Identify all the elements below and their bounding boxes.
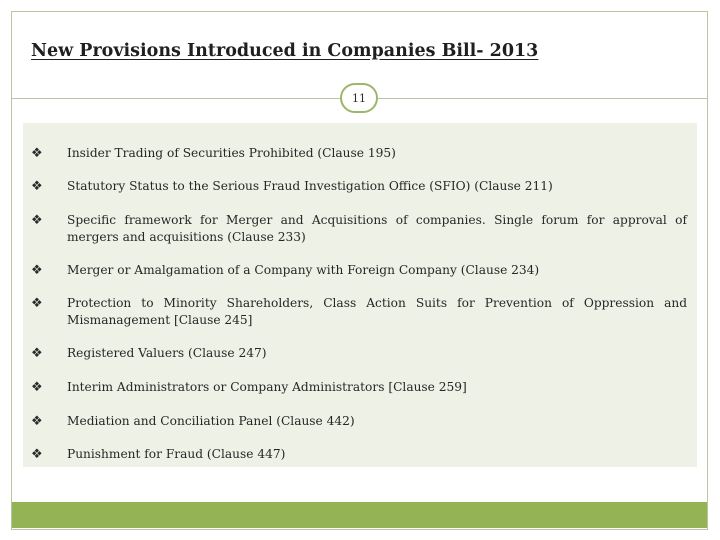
list-item-text: Specific framework for Merger and Acquisitions of companies. Single forum for approval of mergers and acquisitions (Clause 233)	[67, 213, 687, 244]
list-item-text: Registered Valuers (Clause 247)	[67, 346, 267, 360]
diamond-bullet-icon: ❖	[31, 447, 43, 462]
page-number: 11	[352, 91, 366, 105]
list-item-text: Punishment for Fraud (Clause 447)	[67, 447, 286, 461]
diamond-bullet-icon: ❖	[31, 213, 43, 228]
list-item-text: Interim Administrators or Company Administrators [Clause 259]	[67, 380, 467, 394]
list-item-text: Merger or Amalgamation of a Company with Foreign Company (Clause 234)	[67, 263, 540, 277]
footer-bar	[12, 502, 707, 528]
list-item-text: Statutory Status to the Serious Fraud Investigation Office (SFIO) (Clause 211)	[67, 179, 553, 193]
diamond-bullet-icon: ❖	[31, 296, 43, 311]
diamond-bullet-icon: ❖	[31, 263, 43, 278]
diamond-bullet-icon: ❖	[31, 146, 43, 161]
list-item-text: Protection to Minority Shareholders, Class Action Suits for Prevention of Oppression and Mismanagement [Clause 245]	[67, 296, 687, 327]
diamond-bullet-icon: ❖	[31, 346, 43, 361]
list-item-text: Mediation and Conciliation Panel (Clause 442)	[67, 414, 355, 428]
list-item-text: Insider Trading of Securities Prohibited (Clause 195)	[67, 146, 396, 160]
page-number-badge	[340, 83, 378, 113]
diamond-bullet-icon: ❖	[31, 380, 43, 395]
slide-title: New Provisions Introduced in Companies Bill- 2013	[31, 41, 539, 61]
content-panel	[23, 123, 697, 467]
diamond-bullet-icon: ❖	[31, 414, 43, 429]
diamond-bullet-icon: ❖	[31, 179, 43, 194]
